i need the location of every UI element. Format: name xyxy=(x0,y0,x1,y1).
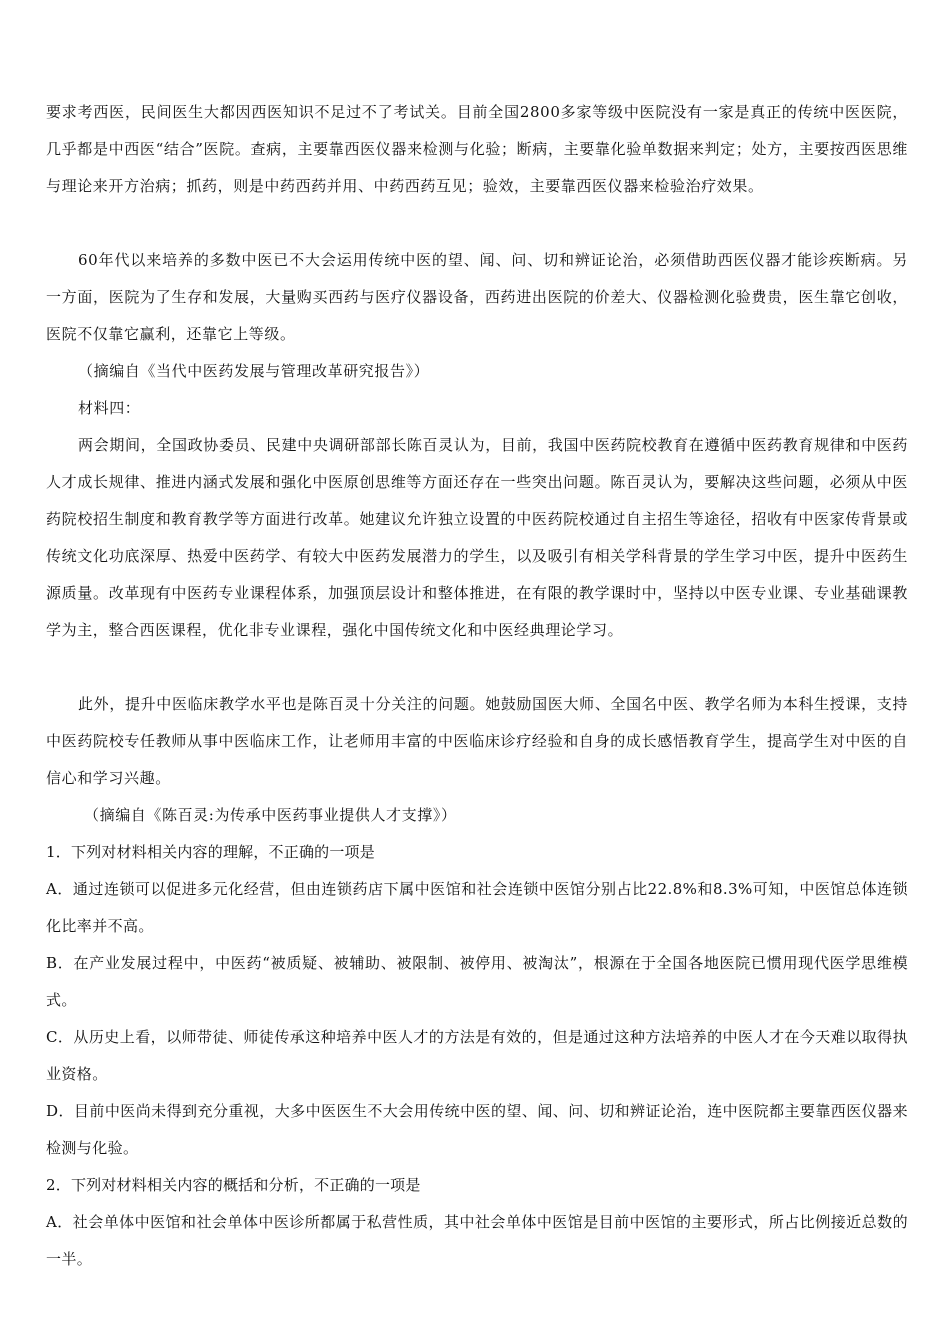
passage-paragraph-3: 两会期间，全国政协委员、民建中央调研部部长陈百灵认为，目前，我国中医药院校教育在遵循中医药教育规律和中医药人才成长规律、推进内涵式发展和强化中医原创思维等方面还存在一些突出问题。陈百灵认为，要解决这些问题，必须从中医药院校招生制度和教育教学等方面进行改革。她建议允许独立设置的中医药院校通过自主招生等途径，招收有中医家传背景或传统文化功底深厚、热爱中医药学、有较大中医药发展潜力的学生，以及吸引有相关学科背景的学生学习中医，提升中医药生源质量。改革现有中医药专业课程体系，加强顶层设计和整体推进，在有限的教学课时中，坚持以中医专业课、专业基础课教学为主，整合西医课程，优化非专业课程，强化中国传统文化和中医经典理论学习。 xyxy=(46,436,908,639)
question-1-option-d: D．目前中医尚未得到充分重视，大多中医医生不大会用传统中医的望、闻、问、切和辨证论治，连中医院都主要靠西医仪器来检测与化验。 xyxy=(46,1102,908,1157)
question-1-option-b: B．在产业发展过程中，中医药“被质疑、被辅助、被限制、被停用、被淘汰”，根源在于全国各地医院已惯用现代医学思维模式。 xyxy=(46,954,908,1009)
question-2-stem: 2．下列对材料相关内容的概括和分析，不正确的一项是 xyxy=(46,1176,421,1194)
passage-paragraph-4: 此外，提升中医临床教学水平也是陈百灵十分关注的问题。她鼓励国医大师、全国名中医、教学名师为本科生授课，支持中医药院校专任教师从事中医临床工作，让老师用丰富的中医临床诊疗经验和自身的成长感悟教育学生，提高学生对中医的自信心和学习兴趣。 xyxy=(46,695,908,787)
source-citation-material-4: （摘编自《陈百灵:为传承中医药事业提供人才支撑》） xyxy=(84,806,457,824)
passage-paragraph-2: 60年代以来培养的多数中医已不大会运用传统中医的望、闻、问、切和辨证论治，必须借助西医仪器才能诊疾断病。另一方面，医院为了生存和发展，大量购买西药与医疗仪器设备，西药进出医院的价差大、仪器检测化验费贵，医生靠它创收，医院不仅靠它赢利，还靠它上等级。 xyxy=(46,251,908,343)
passage-paragraph-1: 要求考西医，民间医生大都因西医知识不足过不了考试关。目前全国2800多家等级中医院没有一家是真正的传统中医医院，几乎都是中西医“结合”医院。查病，主要靠西医仪器来检测与化验；断病，主要靠化验单数据来判定；处方，主要按西医思维与理论来开方治病；抓药，则是中药西药并用、中药西药互见；验效，主要靠西医仪器来检验治疗效果。 xyxy=(46,103,908,195)
source-citation-material-3: （摘编自《当代中医药发展与管理改革研究报告》） xyxy=(78,362,430,380)
question-1-stem: 1．下列对材料相关内容的理解，不正确的一项是 xyxy=(46,843,375,861)
material-4-label: 材料四： xyxy=(78,399,141,417)
question-2-option-a: A．社会单体中医馆和社会单体中医诊所都属于私营性质，其中社会单体中医馆是目前中医馆的主要形式，所占比例接近总数的一半。 xyxy=(46,1213,908,1268)
question-1-option-c: C．从历史上看，以师带徒、师徒传承这种培养中医人才的方法是有效的，但是通过这种方法培养的中医人才在今天难以取得执业资格。 xyxy=(46,1028,908,1083)
question-1-option-a: A．通过连锁可以促进多元化经营，但由连锁药店下属中医馆和社会连锁中医馆分别占比22.8%和8.3%可知，中医馆总体连锁化比率并不高。 xyxy=(46,880,908,935)
